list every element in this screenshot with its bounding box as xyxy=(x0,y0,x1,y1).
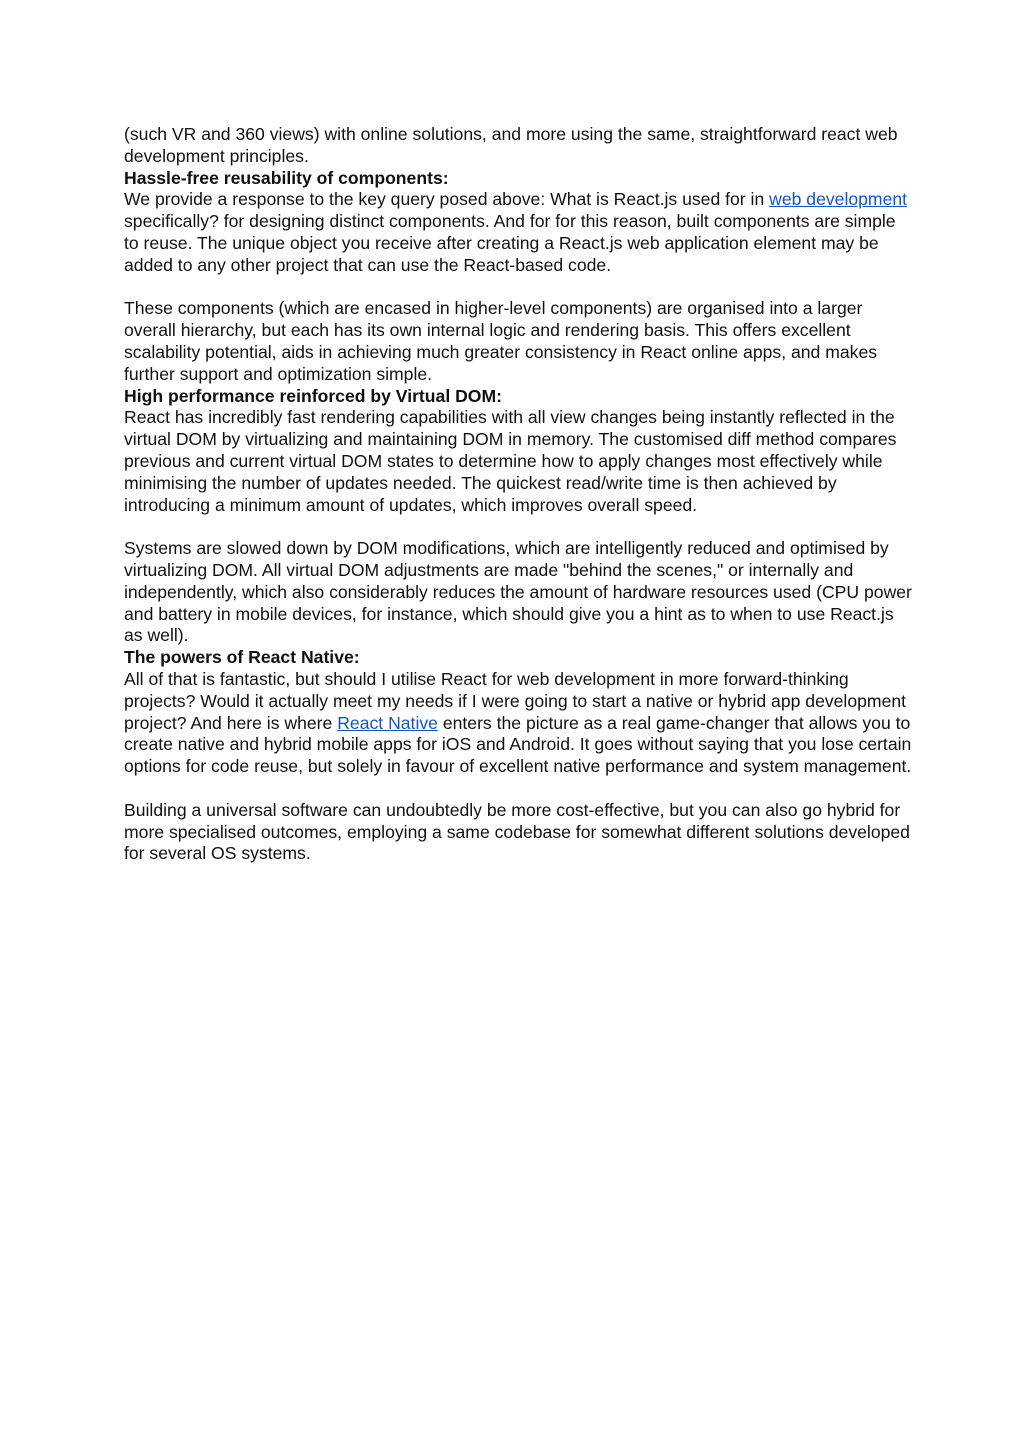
section-heading: Hassle-free reusability of components: xyxy=(124,167,449,188)
native-paragraph-1 xyxy=(124,669,914,778)
section-reusability xyxy=(124,168,914,277)
intro-paragraph: (such VR and 360 views) with online solutions, and more using the same, straightforward react web development principles. xyxy=(124,124,898,166)
react-native-link[interactable]: React Native xyxy=(337,712,438,733)
section-heading: The powers of React Native: xyxy=(124,647,360,668)
paragraph-text: We provide a response to the key query posed above: What is React.js used for in xyxy=(124,189,770,210)
reusability-paragraph-1 xyxy=(124,189,914,276)
performance-paragraph-2: Systems are slowed down by DOM modifications, which are intelligently reduced and optimised by virtualizing DOM. All virtual DOM adjustments are made "behind the scenes," or internally and independently, which also considerably reduces the amount of hardware resources used (CPU power and battery in mobile devices, for instance, which should give you a hint as to when to use React.js as well). xyxy=(124,538,912,646)
reusability-paragraph-2: These components (which are encased in higher-level components) are organised into a larger overall hierarchy, but each has its own internal logic and rendering basis. This offers excellent scalability potential, aids in achieving much greater consistency in React online apps, and makes further support and optimization simple. xyxy=(124,298,878,384)
native-paragraph-2: Building a universal software can undoubtedly be more cost-effective, but you can also go hybrid for more specialised outcomes, employing a same codebase for somewhat different solutions developed for several OS systems. xyxy=(124,799,910,864)
section-heading: High performance reinforced by Virtual DOM: xyxy=(124,385,503,406)
paragraph-text: specifically? for designing distinct components. And for for this reason, built components are simple to reuse. The unique object you receive after creating a React.js web application element may be added to any other project that can use the React-based code. xyxy=(124,211,896,275)
section-native xyxy=(124,647,914,778)
web-development-link[interactable]: web development xyxy=(769,189,908,210)
section-performance xyxy=(124,386,914,517)
paragraph-text: enters the picture as a real game-changer that allows you to create native and hybrid mobile apps for iOS and Android. It goes without saying that you lose certain options for code reuse, but solely in favour of excellent native performance and system management. xyxy=(124,712,912,777)
performance-paragraph-1: React has incredibly fast rendering capabilities with all view changes being instantly reflected in the virtual DOM by virtualizing and maintaining DOM in memory. The customised diff method compares previous and current virtual DOM states to determine how to apply changes most effectively while minimising the number of updates needed. The quickest read/write time is then achieved by introducing a minimum amount of updates, which improves overall speed. xyxy=(124,407,897,515)
paragraph-text: All of that is fantastic, but should I utilise React for web development in more forward-thinking projects? Would it actually meet my needs if I were going to start a native or hybrid app development project? And here is where xyxy=(124,668,907,733)
document-body xyxy=(124,124,914,865)
